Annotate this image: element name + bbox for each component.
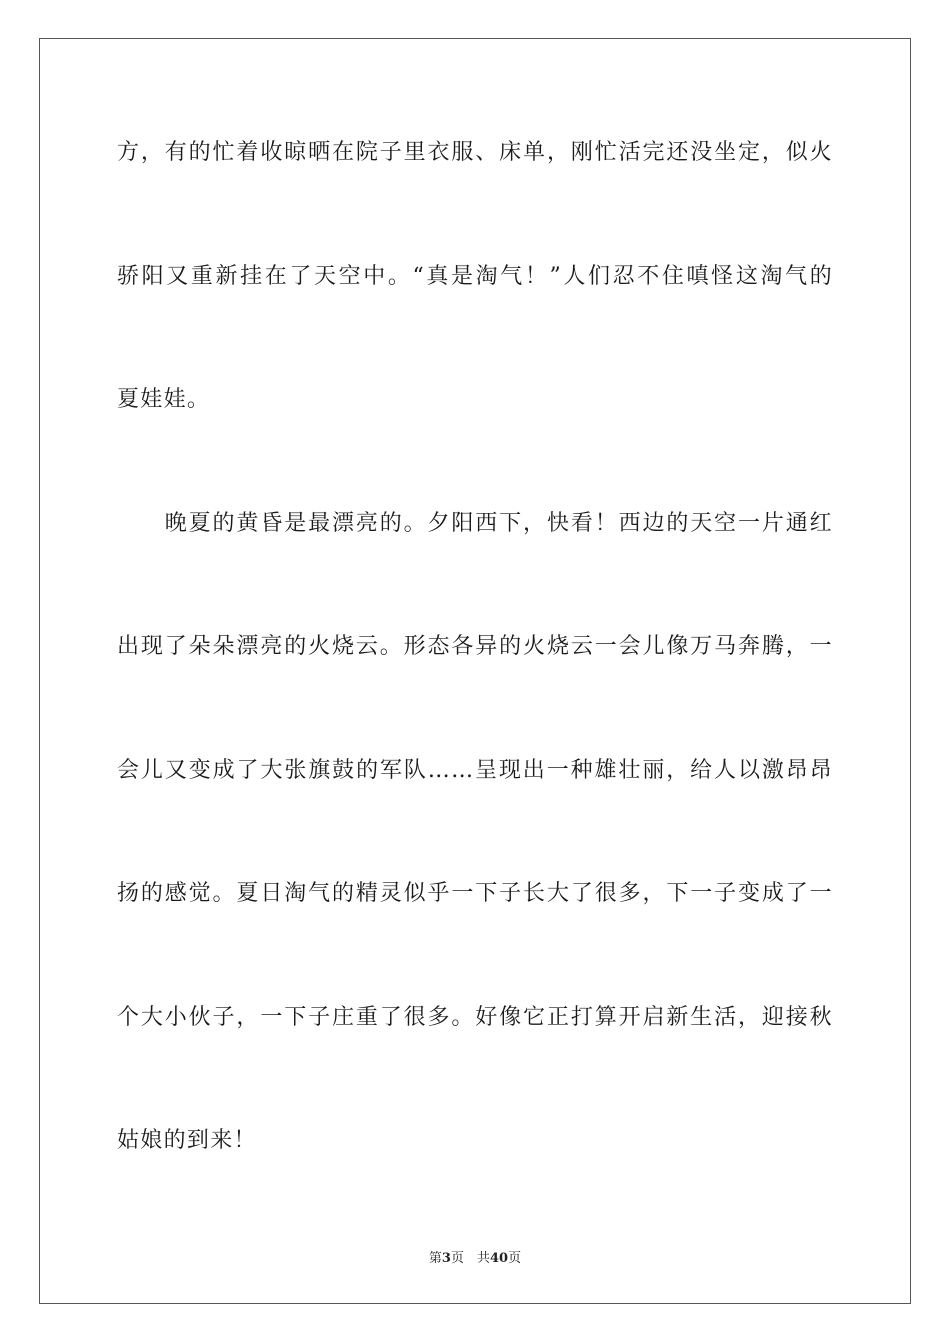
text-line: 骄阳又重新挂在了天空中。“真是淘气！”人们忍不住嗔怪这淘气的 — [117, 263, 833, 289]
current-page-number: 3 — [441, 1251, 451, 1266]
footer-total-suffix: 页 — [508, 1251, 522, 1266]
text-line: 姑娘的到来！ — [117, 1128, 257, 1153]
text-line: 出现了朵朵漂亮的火烧云。形态各异的火烧云一会儿像万马奔腾，一 — [117, 634, 833, 659]
paragraph-2 — [117, 495, 833, 1236]
text-line: 扬的感觉。夏日淘气的精灵似乎一下子长大了很多，下一子变成了一 — [117, 881, 833, 906]
text-line: 晚夏的黄昏是最漂亮的。夕阳西下，快看！西边的天空一片通红 — [117, 510, 833, 536]
text-line: 方，有的忙着收晾晒在院子里衣服、床单，刚忙活完还没坐定，似火 — [117, 140, 833, 165]
total-page-count: 40 — [490, 1251, 509, 1266]
text-line: 夏娃娃。 — [117, 387, 211, 412]
footer-prefix: 第 — [428, 1251, 442, 1266]
document-body — [117, 124, 833, 1236]
text-line: 会儿又变成了大张旗鼓的军队……呈现出一种雄壮丽，给人以激昂昂 — [117, 757, 833, 783]
text-line: 个大小伙子，一下子庄重了很多。好像它正打算开启新生活，迎接秋 — [117, 1004, 833, 1030]
page-footer — [0, 1247, 950, 1266]
paragraph-1 — [117, 124, 833, 495]
footer-page-suffix: 页 — [450, 1251, 464, 1266]
footer-total-prefix: 共 — [476, 1251, 490, 1266]
